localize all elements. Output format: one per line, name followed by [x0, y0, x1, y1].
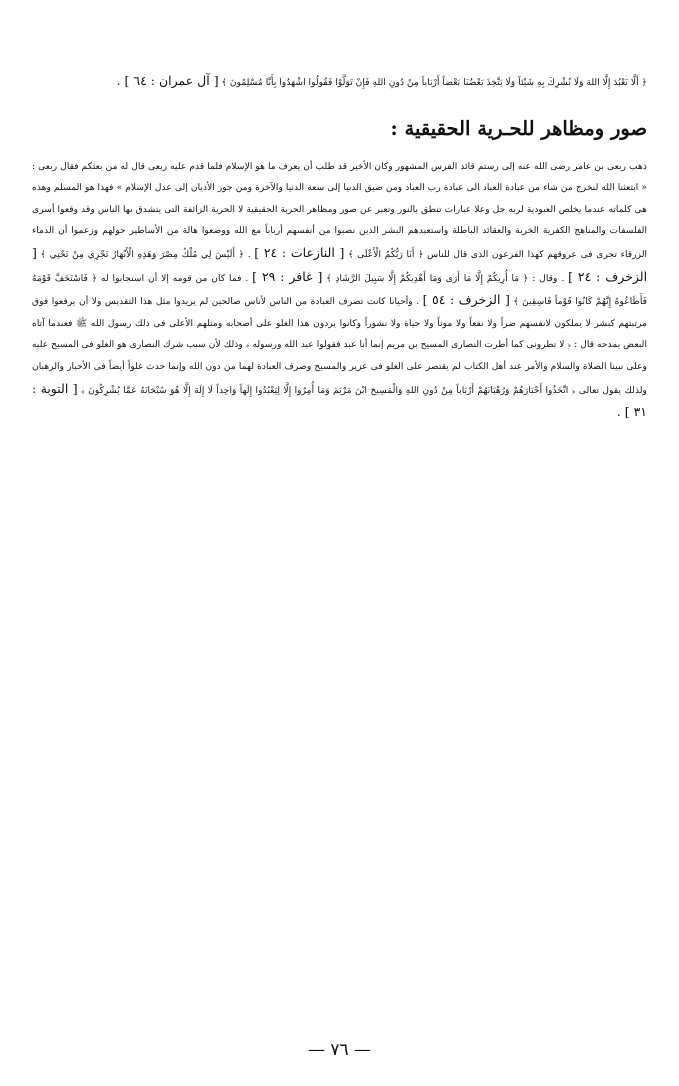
verse-reference: [ غافر : ٢٩ ] [252, 268, 323, 284]
body-text: . وقال : [532, 272, 565, 284]
body-text: . وأحيانا كانت تصرف العبادة من الناس لأناس صالحين لم يريدوا مثل هذا التقديس ولا أن يرفعوا فوق مرتبتهم كبشر لا يملكون لانفسهم ضراً ولا نفعاً ولا موتاً ولا حياة ولا نشوراً وكانوا يردون هذا الغلو على أصحابه ومثلهم الأعلى فى ذلك رسول الله ﷺ فعندما آتاه البعض يمدحه قال : [32, 296, 647, 351]
section-heading: صور ومظاهر للحـرية الحقيقية : [390, 116, 647, 140]
body-paragraph [32, 156, 647, 425]
quran-verse: ﴿ فَاسْتَخَفَّ قَوْمَهُ فَأَطَاعُوهُ إِنَّهُمْ كَانُوا قَوْماً فَاسِقِينَ ﴾ [32, 272, 648, 308]
verse-reference: [ التوبة : ٣١ ] . [32, 380, 647, 420]
verse-reference: [ الزخرف : ٥٤ ] [422, 292, 510, 308]
body-text: وذلك لأن سبب شرك النصارى هو الغلو فى المسيح عليه وعلى نبينا الصلاة والسلام والأمر عند أهل الكتاب لم يقتصر على الغلو فى عزير والمسيح وصرف العبادة لهما من دون الله وإنما حدث غلواً أيضاً فى الأحبار والرهبان ولذلك يقول تعالى [32, 339, 647, 396]
quran-verse: ﴿ مَا أُرِيكُمْ إِلَّا مَا أَرَى وَمَا أَهْدِيكُمْ إِلَّا سَبِيلَ الرَّشَادِ ﴾ [326, 272, 529, 284]
body-text: ذهب ربعى بن عامر رضى الله عنه إلى رستم قائد الفرس المشهور وكان الأخير قد طلب أن يعرف ما هو الإسلام فلما قدم عليه ربعى قال له من بعثكم فقال ربعى : [32, 160, 647, 172]
page-number: — ٧٦ — [307, 1040, 372, 1060]
quran-verse: ﴿ أَلَّا نَعْبُدَ إِلَّا اللهَ وَلَا نُشْرِكَ بِهِ شَيْئاً وَلَا يَتَّخِذَ بَعْضُنَا بَعْضاً أَرْبَاباً مِنْ دُونِ اللهِ فَإِنْ تَوَلَّوْا فَقُولُوا اشْهَدُوا بِأَنَّا مُسْلِمُونَ ﴾ [221, 77, 647, 88]
hadith-quote: ﴿ لا تطرونى كما أطرت النصارى المسيح بن مريم إنما أنا عبد فقولوا عبد الله ورسوله ﴾ [245, 339, 572, 351]
quran-verse: ﴿ أَنَا رَبُّكُمُ الْأَعْلَى ﴾ [348, 248, 424, 260]
opening-verse-block [32, 70, 647, 94]
verse-reference: [ النازعات : ٢٤ ] [254, 244, 345, 260]
body-text: « ابتعثنا الله لنخرج من شاء من عبادة العباد الى عبادة رب العباد ومن ضيق الدنيا إلى سعة الدنيا والآخرة ومن جور الأديان إلى عدل الإسلام » فهذا هو المسلم وهذه هى كلماته عندما يخلص العبودية لربه جل وعلا عبارات تنطق بالنور وتعبر عن صور ومظاهر الحرية الحقيقية لا الحرية الزائفة التى يتشدق بها الناس وقد وقعوا أسرى الفلسفات والمناهج الكفرية الخربة والعقائد الباطلة واستعبدهم البشر الذين نصبوا من أنفسهم أرباباً مع الله ووضعوا هالة من الأساطير حولهم وزعموا أن الدماء الزرقاء تجرى فى عروقهم كهذا الفرعون الذى قال للناس [32, 182, 648, 260]
quran-verse: ﴿ اتَّخَذُوا أَحْبَارَهُمْ وَرُهْبَانَهُمْ أَرْبَاباً مِنْ دُونِ اللهِ وَالْمَسِيحَ ابْنَ مَرْيَمَ وَمَا أُمِرُوا إِلَّا لِيَعْبُدُوا إِلَهاً وَاحِداً لَا إِلَهَ إِلَّا هُوَ سُبْحَانَهُ عَمَّا يُشْرِكُونَ ﴾ [80, 384, 576, 396]
body-text: . [247, 248, 251, 260]
quran-verse: ﴿ أَلَيْسَ لِي مُلْكُ مِصْرَ وَهَذِهِ الْأَنْهَارُ تَجْرِي مِنْ تَحْتِي ﴾ [40, 248, 245, 260]
verse-reference: [ الزخرف : ٢٤ ] [32, 244, 648, 284]
verse-reference: [ آل عمران : ٦٤ ] . [116, 73, 219, 88]
body-text: . فما كان من قومه إلا أن استجابوا له [100, 272, 249, 284]
